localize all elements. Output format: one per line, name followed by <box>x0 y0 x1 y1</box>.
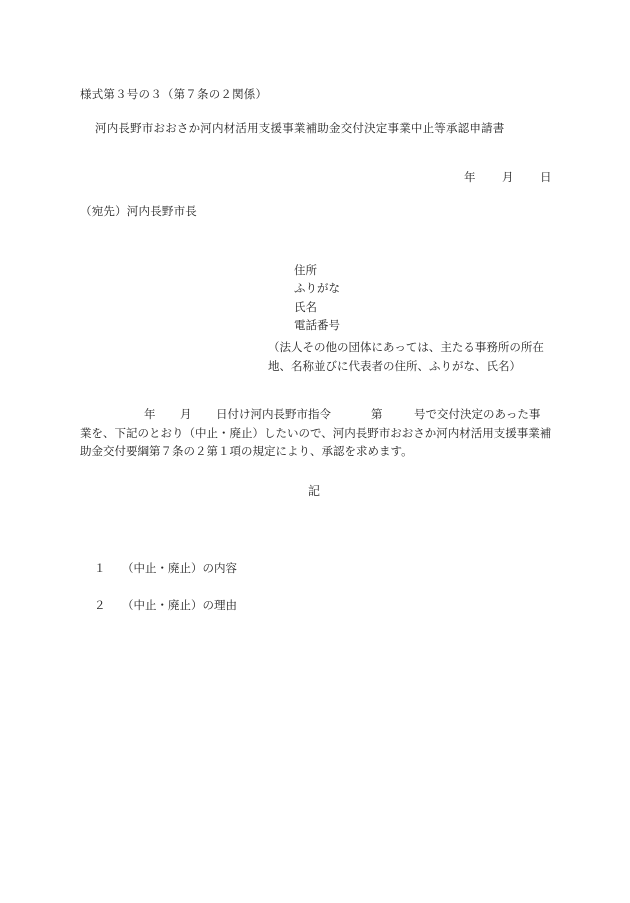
applicant-furigana-label: ふりがな <box>294 281 340 295</box>
applicant-name-label: 氏名 <box>294 300 317 314</box>
ki-heading: 記 <box>308 484 321 498</box>
body-paragraph <box>80 405 552 461</box>
applicant-phone-label: 電話番号 <box>294 318 340 332</box>
date-month-label: 月 <box>502 170 514 184</box>
addressee: （宛先）河内長野市長 <box>80 204 197 218</box>
list-item <box>94 563 237 575</box>
list-item-text: （中止・廃止）の理由 <box>122 598 237 612</box>
body-directive-text: 日付け河内長野市指令 <box>216 407 331 421</box>
list-item-number: ２ <box>94 598 106 612</box>
body-dai-label: 第 <box>371 407 383 421</box>
body-continuation: 業を、下記のとおり（中止・廃止）したいので、河内長野市おおさか河内材活用支援事業補助金交付要綱第７条の２第１項の規定により、承認を求めます。 <box>80 425 552 458</box>
body-first-line <box>80 405 552 424</box>
body-decision-text: 号で交付決定のあった事 <box>414 407 541 421</box>
applicant-note: （法人その他の団体にあっては、主たる事務所の所在地、名称並びに代表者の住所、ふりがな、氏名） <box>268 340 544 373</box>
document-title: 河内長野市おおさか河内材活用支援事業補助金交付決定事業中止等承認申請書 <box>95 121 505 135</box>
list-item-text: （中止・廃止）の内容 <box>122 561 237 575</box>
body-year-label: 年 <box>144 407 156 421</box>
applicant-address-label: 住所 <box>294 263 317 277</box>
body-month-label: 月 <box>180 407 192 421</box>
form-number: 様式第３号の３（第７条の２関係） <box>80 87 268 101</box>
date-year-label: 年 <box>464 170 476 184</box>
list-item <box>94 600 237 612</box>
date-day-label: 日 <box>540 170 552 184</box>
list-item-number: １ <box>94 561 106 575</box>
